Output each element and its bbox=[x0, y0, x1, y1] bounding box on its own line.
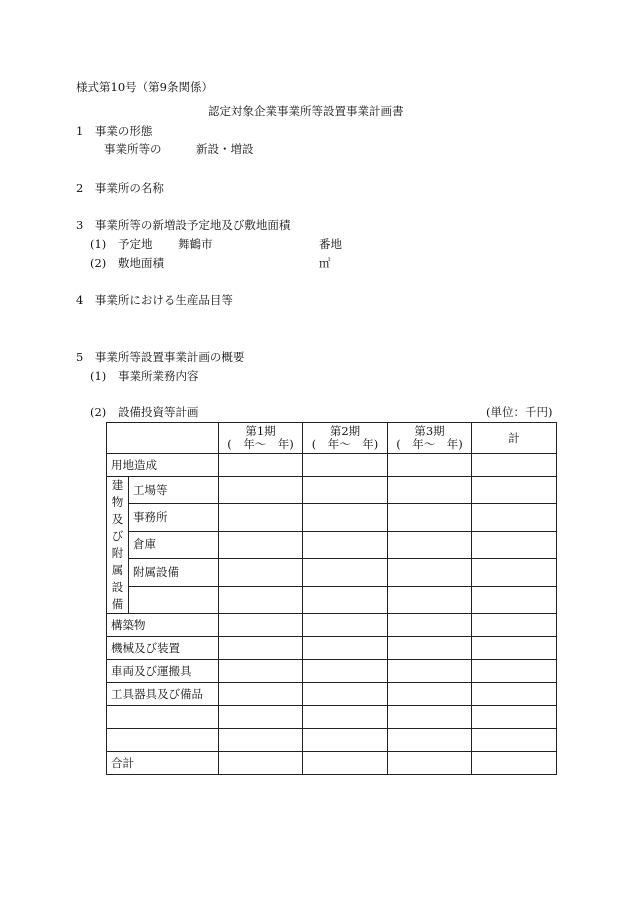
s5-item2-number: (2) bbox=[90, 405, 107, 419]
section-5-heading: 5 事業所等設置事業計画の概要 bbox=[76, 350, 245, 364]
period-1-header bbox=[219, 423, 303, 454]
table-row bbox=[107, 683, 557, 706]
business-type-label: 事業所等の bbox=[104, 142, 162, 156]
planned-site-label: 予定地 bbox=[118, 237, 153, 251]
group-char: 属 bbox=[111, 563, 124, 577]
period-3-label: 第3期 bbox=[414, 424, 445, 438]
row-label-blank[interactable] bbox=[107, 729, 219, 752]
table-row bbox=[107, 559, 557, 586]
group-char: 附 bbox=[111, 546, 124, 560]
business-content-label: 事業所業務内容 bbox=[118, 369, 199, 383]
period-2-range: ( 年～ 年) bbox=[311, 437, 379, 451]
cell[interactable] bbox=[472, 683, 557, 706]
group-char: 建 bbox=[111, 478, 124, 492]
table-row bbox=[107, 637, 557, 660]
period-1-range: ( 年～ 年) bbox=[227, 437, 294, 451]
cell[interactable] bbox=[219, 637, 303, 660]
cell[interactable] bbox=[303, 729, 388, 752]
row-label-factory: 工場等 bbox=[129, 477, 219, 504]
cell[interactable] bbox=[303, 614, 388, 637]
planned-site-suffix: 番地 bbox=[319, 237, 342, 251]
group-char: 及 bbox=[111, 512, 124, 526]
cell[interactable] bbox=[472, 752, 557, 775]
period-2-header bbox=[303, 423, 388, 454]
row-label-vehicles: 車両及び運搬具 bbox=[107, 660, 219, 683]
cell[interactable] bbox=[303, 531, 388, 558]
cell[interactable] bbox=[388, 637, 472, 660]
period-3-header bbox=[388, 423, 472, 454]
cell[interactable] bbox=[472, 637, 557, 660]
cell[interactable] bbox=[388, 729, 472, 752]
cell[interactable] bbox=[219, 729, 303, 752]
cell[interactable] bbox=[472, 531, 557, 558]
table-row bbox=[107, 531, 557, 558]
planned-site-city: 舞鶴市 bbox=[178, 237, 213, 251]
cell[interactable] bbox=[219, 614, 303, 637]
cell[interactable] bbox=[472, 504, 557, 531]
cell[interactable] bbox=[472, 660, 557, 683]
cell[interactable] bbox=[388, 586, 472, 613]
row-label-structures: 構築物 bbox=[107, 614, 219, 637]
table-row bbox=[107, 614, 557, 637]
cell[interactable] bbox=[303, 559, 388, 586]
period-3-range: ( 年～ 年) bbox=[396, 437, 463, 451]
cell[interactable] bbox=[388, 454, 472, 477]
cell[interactable] bbox=[219, 531, 303, 558]
cell[interactable] bbox=[388, 531, 472, 558]
buildings-group-label bbox=[107, 477, 129, 614]
table-row bbox=[107, 660, 557, 683]
cell[interactable] bbox=[303, 683, 388, 706]
total-column-header: 計 bbox=[472, 423, 557, 454]
header-blank-cell bbox=[107, 423, 219, 454]
cell[interactable] bbox=[303, 454, 388, 477]
period-2-label: 第2期 bbox=[329, 424, 361, 438]
section-4-heading: 4 事業所における生産品目等 bbox=[76, 293, 233, 307]
cell[interactable] bbox=[388, 504, 472, 531]
section-3-heading: 3 事業所等の新増設予定地及び敷地面積 bbox=[76, 218, 291, 232]
cell[interactable] bbox=[303, 504, 388, 531]
cell[interactable] bbox=[219, 660, 303, 683]
table-row bbox=[107, 504, 557, 531]
cell[interactable] bbox=[303, 706, 388, 729]
cell[interactable] bbox=[472, 614, 557, 637]
cell[interactable] bbox=[388, 752, 472, 775]
cell[interactable] bbox=[219, 706, 303, 729]
period-1-label: 第1期 bbox=[245, 424, 276, 438]
cell[interactable] bbox=[388, 559, 472, 586]
cell[interactable] bbox=[303, 660, 388, 683]
row-label-blank[interactable] bbox=[129, 586, 219, 613]
cell[interactable] bbox=[388, 614, 472, 637]
s5-item1-number: (1) bbox=[90, 369, 107, 383]
cell[interactable] bbox=[303, 752, 388, 775]
row-label-total: 合計 bbox=[107, 752, 219, 775]
cell[interactable] bbox=[388, 683, 472, 706]
table-row bbox=[107, 706, 557, 729]
table-header-row bbox=[107, 423, 557, 454]
row-label-tools: 工具器具及び備品 bbox=[107, 683, 219, 706]
cell[interactable] bbox=[472, 454, 557, 477]
table-row bbox=[107, 477, 557, 504]
cell[interactable] bbox=[472, 477, 557, 504]
row-label-land: 用地造成 bbox=[107, 454, 219, 477]
cell[interactable] bbox=[219, 454, 303, 477]
investment-plan-table bbox=[106, 422, 557, 775]
cell[interactable] bbox=[472, 559, 557, 586]
cell[interactable] bbox=[303, 637, 388, 660]
group-char: 物 bbox=[111, 495, 124, 509]
table-row bbox=[107, 586, 557, 613]
unit-note: (単位：千円) bbox=[486, 405, 553, 419]
row-label-office: 事務所 bbox=[129, 504, 219, 531]
document-title: 認定対象企業事業所等設置事業計画書 bbox=[208, 104, 404, 118]
row-label-blank[interactable] bbox=[107, 706, 219, 729]
s3-item2-number: (2) bbox=[90, 256, 107, 270]
group-char: 備 bbox=[111, 597, 124, 611]
section-1-heading: 1 事業の形態 bbox=[76, 124, 153, 138]
cell[interactable] bbox=[388, 660, 472, 683]
site-area-label: 敷地面積 bbox=[118, 256, 164, 270]
table-row bbox=[107, 729, 557, 752]
table-row bbox=[107, 752, 557, 775]
cell[interactable] bbox=[303, 477, 388, 504]
cell[interactable] bbox=[219, 477, 303, 504]
investment-plan-label: 設備投資等計画 bbox=[118, 405, 199, 419]
group-char: 設 bbox=[111, 580, 124, 594]
row-label-machinery: 機械及び装置 bbox=[107, 637, 219, 660]
cell[interactable] bbox=[303, 586, 388, 613]
cell[interactable] bbox=[472, 586, 557, 613]
business-type-value: 新設・増設 bbox=[196, 142, 254, 156]
site-area-unit: ㎡ bbox=[319, 256, 331, 270]
section-2-heading: 2 事業所の名称 bbox=[76, 181, 164, 195]
cell[interactable] bbox=[219, 586, 303, 613]
row-label-attached: 附属設備 bbox=[129, 559, 219, 586]
group-char: び bbox=[111, 529, 124, 543]
row-label-warehouse: 倉庫 bbox=[129, 531, 219, 558]
cell[interactable] bbox=[388, 706, 472, 729]
s3-item1-number: (1) bbox=[90, 237, 107, 251]
cell[interactable] bbox=[219, 752, 303, 775]
form-number: 様式第10号（第9条関係） bbox=[76, 80, 213, 94]
cell[interactable] bbox=[472, 706, 557, 729]
cell[interactable] bbox=[219, 683, 303, 706]
cell[interactable] bbox=[388, 477, 472, 504]
table-row bbox=[107, 454, 557, 477]
cell[interactable] bbox=[219, 559, 303, 586]
cell[interactable] bbox=[219, 504, 303, 531]
cell[interactable] bbox=[472, 729, 557, 752]
